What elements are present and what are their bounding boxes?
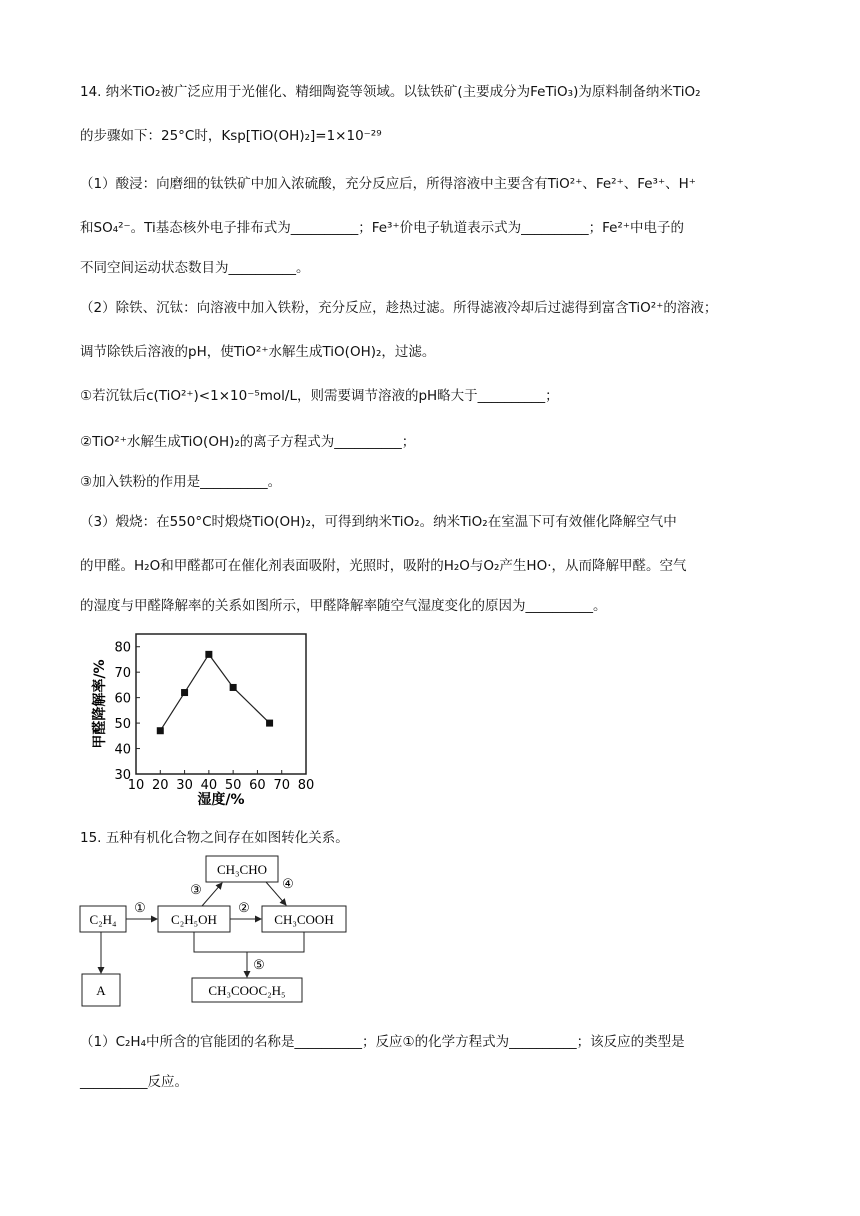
q14-part3-line2: 的甲醛。H₂O和甲醛都可在催化剂表面吸附，光照时，吸附的H₂O与O₂产生HO·，从而降解甲醛。空气 xyxy=(80,558,687,574)
y-axis-label: 甲醛降解率/% xyxy=(92,659,108,749)
node-c2h5oh xyxy=(158,906,230,932)
q15-part1-line2: __________反应。 xyxy=(80,1074,188,1090)
q14-part1-line2: 和SO₄²⁻。Ti基态核外电子排布式为__________；Fe³⁺价电子轨道表示式为__________；Fe²⁺中电子的 xyxy=(80,220,684,236)
x-tick-label: 10 xyxy=(127,778,145,793)
data-point xyxy=(181,689,188,696)
q14-sub1: ①若沉钛后c(TiO²⁺)<1×10⁻⁵mol/L，则需要调节溶液的pH略大于__________； xyxy=(80,388,559,404)
x-tick-label: 20 xyxy=(152,778,169,793)
q14-part2-line2: 调节除铁后溶液的pH，使TiO²⁺水解生成TiO(OH)₂，过滤。 xyxy=(80,344,436,360)
q14-part1-line1: （1）酸浸：向磨细的钛铁矿中加入浓硫酸，充分反应后，所得溶液中主要含有TiO²⁺、Fe²⁺、Fe³⁺、H⁺ xyxy=(80,176,696,192)
q14-line1: 14. 纳米TiO₂被广泛应用于光催化、精细陶瓷等领域。以钛铁矿(主要成分为FeTiO₃)为原料制备纳米TiO₂ xyxy=(80,84,701,100)
svg-text:CH₃CHO: CH₃CHO xyxy=(216,862,268,877)
y-tick-label: 40 xyxy=(114,742,131,758)
x-tick-label: 30 xyxy=(176,778,193,793)
y-tick-label: 60 xyxy=(114,691,131,707)
series xyxy=(157,651,273,734)
arrow-2-label: ② xyxy=(238,901,250,916)
node-ester xyxy=(192,978,302,1002)
arrow-5-label: ⑤ xyxy=(253,958,265,973)
data-point xyxy=(230,684,237,691)
node-a xyxy=(82,974,120,1006)
q14-part2-line1: （2）除铁、沉钛：向溶液中加入铁粉，充分反应，趁热过滤。所得滤液冷却后过滤得到富含TiO²⁺的溶液； xyxy=(80,300,718,316)
conversion-diagram xyxy=(78,852,368,1012)
arrow-5-join xyxy=(194,932,304,952)
arrow-3 xyxy=(202,883,222,906)
node-c2h4 xyxy=(80,906,126,932)
arrow-3-label: ③ xyxy=(190,883,202,898)
svg-text:A: A xyxy=(96,983,106,998)
data-point xyxy=(205,651,212,658)
data-point xyxy=(266,720,273,727)
y-tick-label: 80 xyxy=(114,640,131,656)
q14-sub2: ②TiO²⁺水解生成TiO(OH)₂的离子方程式为__________； xyxy=(80,434,416,450)
data-point xyxy=(157,727,164,734)
y-tick-label: 30 xyxy=(114,768,131,783)
plot-frame xyxy=(136,634,306,774)
y-tick-label: 70 xyxy=(114,666,131,682)
svg-text:CH₃COOC₂H₅: CH₃COOC₂H₅ xyxy=(208,983,286,998)
q15-part1-line1: （1）C₂H₄中所含的官能团的名称是__________；反应①的化学方程式为__________；该反应的类型是 xyxy=(80,1034,685,1050)
q15-title: 15. 五种有机化合物之间存在如图转化关系。 xyxy=(80,830,349,846)
x-tick-label: 70 xyxy=(273,778,290,793)
q14-sub3: ③加入铁粉的作用是__________。 xyxy=(80,474,282,490)
node-ch3cho xyxy=(206,856,278,882)
svg-text:C₂H₄: C₂H₄ xyxy=(89,912,117,927)
x-tick-label: 40 xyxy=(200,778,218,793)
y-tick-label: 50 xyxy=(114,717,131,733)
arrow-1-label: ① xyxy=(134,901,146,916)
svg-text:C₂H₅OH: C₂H₅OH xyxy=(171,912,217,927)
x-tick-label: 60 xyxy=(249,778,266,793)
q14-part3-line3: 的湿度与甲醛降解率的关系如图所示，甲醛降解率随空气湿度变化的原因为__________。 xyxy=(80,598,607,614)
arrow-4-label: ④ xyxy=(282,877,294,892)
q14-part1-line3: 不同空间运动状态数目为__________。 xyxy=(80,260,310,276)
q14-line2: 的步骤如下：25°C时，Ksp[TiO(OH)₂]=1×10⁻²⁹ xyxy=(80,128,382,144)
node-ch3cooh xyxy=(262,906,346,932)
axis-ticks xyxy=(114,641,314,793)
x-tick-label: 50 xyxy=(224,778,242,793)
q14-part3-line1: （3）煅烧：在550°C时煅烧TiO(OH)₂，可得到纳米TiO₂。纳米TiO₂在室温下可有效催化降解空气中 xyxy=(80,514,677,530)
x-axis-label: 湿度/% xyxy=(197,792,245,808)
x-tick-label: 80 xyxy=(297,778,315,793)
series-line xyxy=(160,654,269,730)
svg-text:CH₃COOH: CH₃COOH xyxy=(274,912,334,927)
humidity-degradation-chart xyxy=(90,628,325,814)
